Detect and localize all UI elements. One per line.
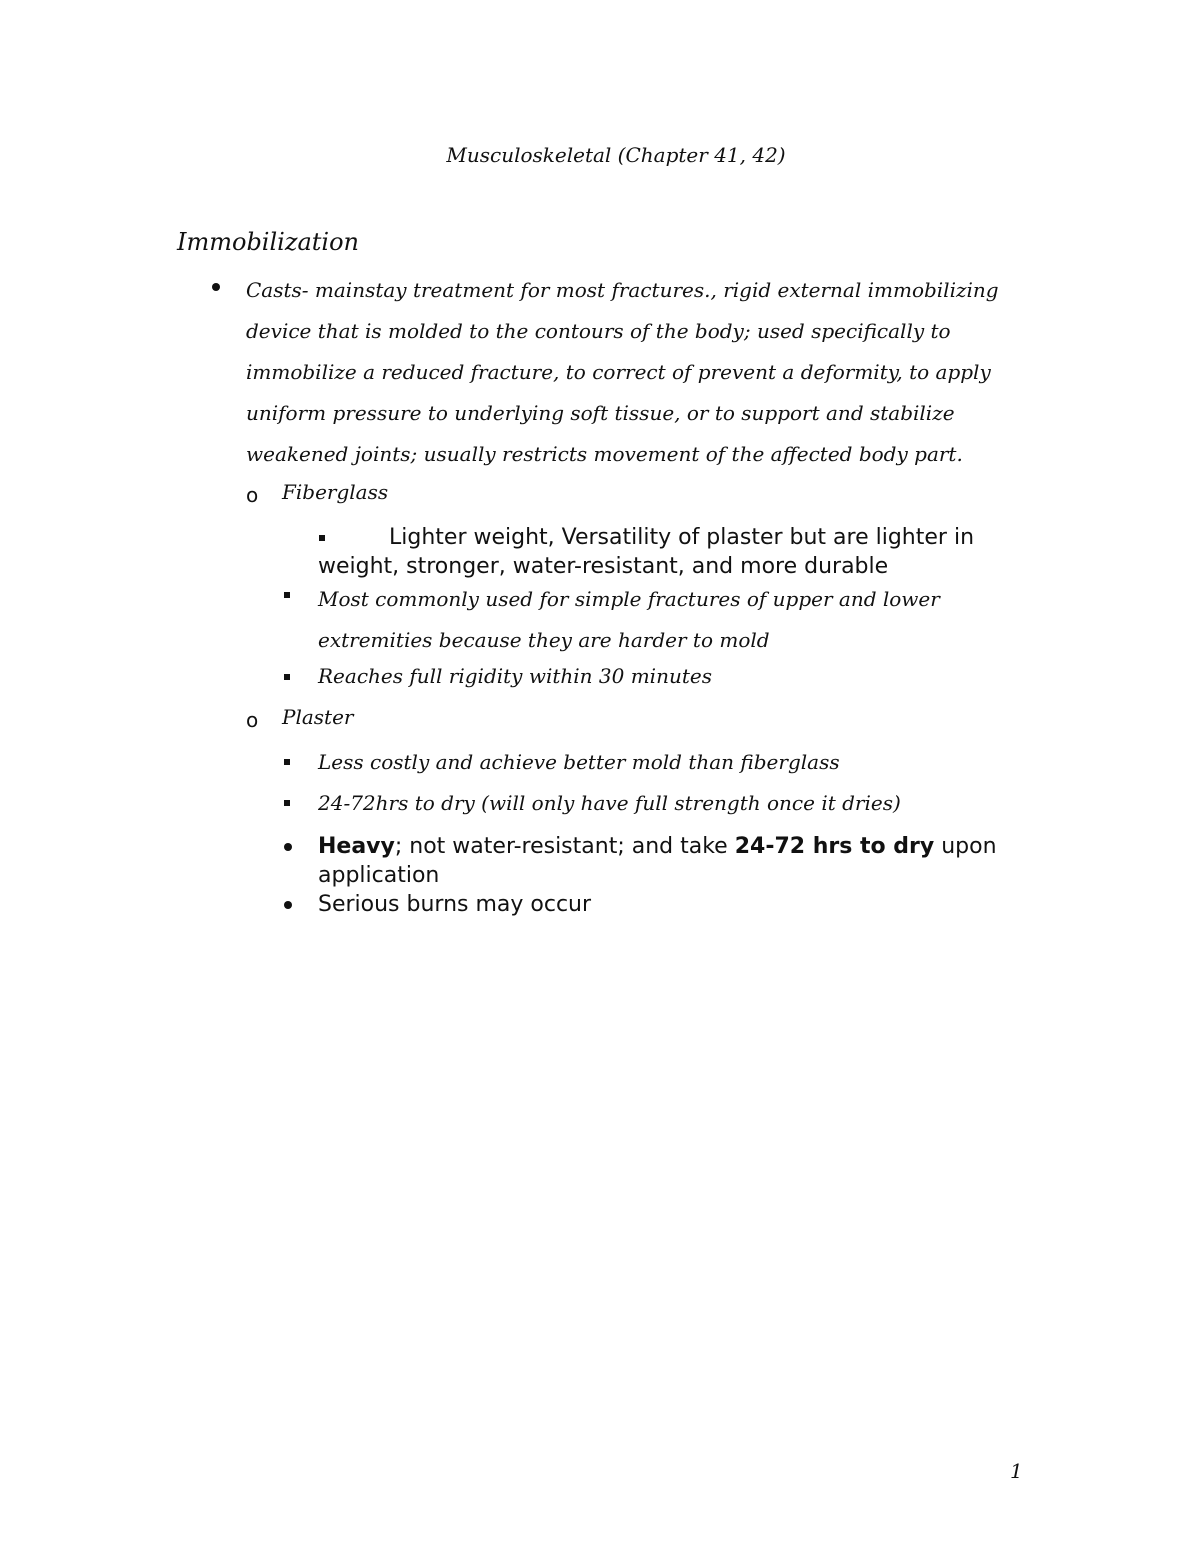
bullet-dot-icon [284,843,292,851]
list-item-fiberglass-2: Most commonly used for simple fractures of upper and lower extremities because they are harder to mold [318,587,940,652]
hollow-bullet-icon: o [246,708,259,732]
section-heading: Immobilization [177,228,360,256]
list-item-plaster-burns: Serious burns may occur [318,892,592,917]
list-item-plaster-2: 24-72hrs to dry (will only have full strength once it dries) [318,791,901,815]
list-item-plaster-heavy: Heavy; not water-resistant; and take 24-72 hrs to dry upon application [318,834,997,888]
square-bullet-icon [284,800,290,806]
plaster-label: Plaster [282,705,354,729]
list-item-plaster-1: Less costly and achieve better mold than fiberglass [318,750,840,774]
fiberglass-label: Fiberglass [282,480,389,504]
list-item-fiberglass-1: Lighter weight, Versatility of plaster but are lighter in weight, stronger, water-resistant, and more durable [318,525,975,579]
list-item-fiberglass-3: Reaches full rigidity within 30 minutes [318,664,712,688]
casts-paragraph: Casts- mainstay treatment for most fractures., rigid external immobilizing device that is molded to the contours of the body; used specifically to immobilize a reduced fracture, to correct of prevent a deformity, to apply uniform pressure to underlying soft tissue, or to support and stabilize weakened joints; usually restricts movement of the affected body part. [246,278,999,466]
square-bullet-icon [284,674,290,680]
page-number: 1 [1010,1459,1023,1483]
hollow-bullet-icon: o [246,483,259,507]
document-title: Musculoskeletal (Chapter 41, 42) [446,143,786,167]
bullet-dot-icon [284,901,292,909]
bullet-dot-icon [212,283,220,291]
square-bullet-icon [284,592,290,598]
square-bullet-icon [284,759,290,765]
